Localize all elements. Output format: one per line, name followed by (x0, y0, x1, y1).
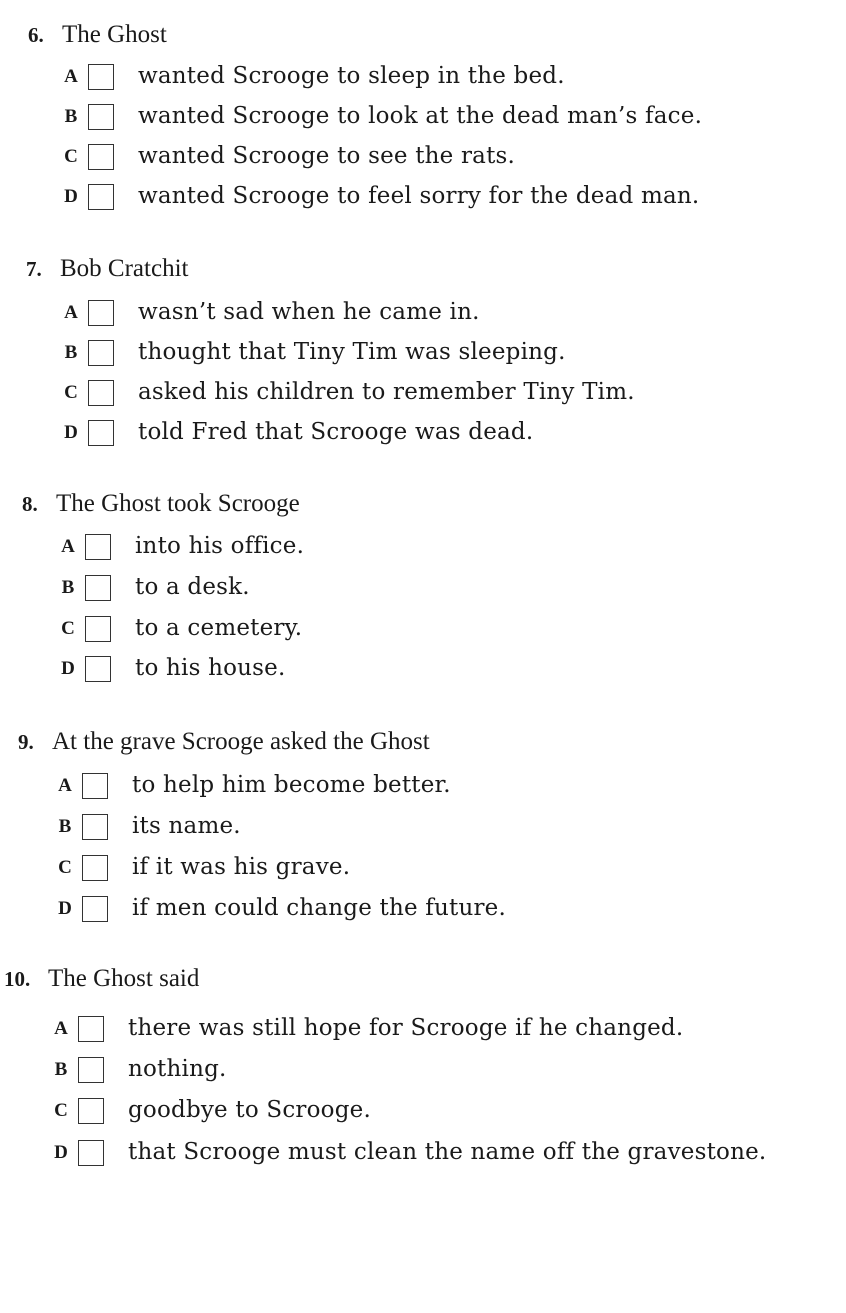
option-letter: D (58, 898, 72, 919)
question-number: 6. (28, 23, 44, 47)
option-letter: A (54, 1018, 68, 1039)
question-7 (26, 254, 188, 284)
option-letter: D (61, 658, 75, 679)
option-letter: C (64, 146, 78, 167)
question-stem: At the grave Scrooge asked the Ghost (52, 728, 430, 755)
option-letter: B (64, 342, 78, 363)
option-letter: C (58, 857, 72, 878)
option-text: thought that Tiny Tim was sleeping. (138, 339, 566, 365)
answer-checkbox[interactable] (78, 1140, 104, 1166)
answer-checkbox[interactable] (82, 855, 108, 881)
option-text: wanted Scrooge to sleep in the bed. (138, 63, 565, 89)
question-heading (18, 727, 430, 757)
answer-checkbox[interactable] (85, 575, 111, 601)
option-text: wasn’t sad when he came in. (138, 299, 480, 325)
answer-checkbox[interactable] (82, 773, 108, 799)
option-text: into his office. (135, 533, 305, 559)
answer-checkbox[interactable] (85, 616, 111, 642)
option-letter: B (54, 1059, 68, 1080)
question-number: 8. (22, 492, 38, 516)
option-letter: C (54, 1100, 68, 1121)
answer-checkbox[interactable] (78, 1098, 104, 1124)
question-stem: Bob Cratchit (60, 255, 189, 282)
question-heading (22, 489, 300, 519)
question-heading (28, 20, 167, 50)
option-letter: B (58, 816, 72, 837)
answer-checkbox[interactable] (88, 340, 114, 366)
answer-checkbox[interactable] (88, 144, 114, 170)
question-heading (4, 964, 199, 994)
answer-checkbox[interactable] (88, 300, 114, 326)
option-text: wanted Scrooge to look at the dead man’s face. (138, 103, 703, 129)
option-letter: C (64, 382, 78, 403)
option-text: wanted Scrooge to see the rats. (138, 143, 516, 169)
option-letter: C (61, 618, 75, 639)
option-text: to help him become better. (132, 772, 451, 798)
option-text: to a cemetery. (135, 615, 303, 641)
answer-checkbox[interactable] (88, 184, 114, 210)
question-stem: The Ghost (62, 21, 167, 48)
option-letter: A (58, 775, 72, 796)
question-6 (28, 20, 167, 50)
option-text: that Scrooge must clean the name off the gravestone. (128, 1139, 767, 1165)
question-9 (18, 727, 430, 757)
answer-checkbox[interactable] (88, 420, 114, 446)
answer-checkbox[interactable] (88, 380, 114, 406)
option-text: nothing. (128, 1056, 227, 1082)
option-text: wanted Scrooge to feel sorry for the dead man. (138, 183, 700, 209)
option-text: there was still hope for Scrooge if he changed. (128, 1015, 684, 1041)
answer-checkbox[interactable] (85, 656, 111, 682)
option-letter: D (54, 1142, 68, 1163)
option-text: its name. (132, 813, 241, 839)
option-letter: B (64, 106, 78, 127)
option-text: to a desk. (135, 574, 250, 600)
option-text: if it was his grave. (132, 854, 351, 880)
answer-checkbox[interactable] (78, 1057, 104, 1083)
option-text: goodbye to Scrooge. (128, 1097, 371, 1123)
option-text: asked his children to remember Tiny Tim. (138, 379, 635, 405)
question-10 (4, 964, 199, 994)
answer-checkbox[interactable] (88, 104, 114, 130)
answer-checkbox[interactable] (82, 896, 108, 922)
option-letter: D (64, 186, 78, 207)
answer-checkbox[interactable] (88, 64, 114, 90)
option-text: if men could change the future. (132, 895, 506, 921)
question-number: 10. (4, 967, 31, 991)
question-stem: The Ghost took Scrooge (56, 490, 300, 517)
answer-checkbox[interactable] (78, 1016, 104, 1042)
question-8 (22, 489, 300, 519)
question-number: 7. (26, 257, 42, 281)
answer-checkbox[interactable] (85, 534, 111, 560)
option-text: to his house. (135, 655, 286, 681)
option-letter: B (61, 577, 75, 598)
question-stem: The Ghost said (48, 965, 200, 992)
question-number: 9. (18, 730, 34, 754)
question-heading (26, 254, 188, 284)
option-letter: A (61, 536, 75, 557)
option-text: told Fred that Scrooge was dead. (138, 419, 534, 445)
option-letter: D (64, 422, 78, 443)
option-letter: A (64, 302, 78, 323)
answer-checkbox[interactable] (82, 814, 108, 840)
option-letter: A (64, 66, 78, 87)
